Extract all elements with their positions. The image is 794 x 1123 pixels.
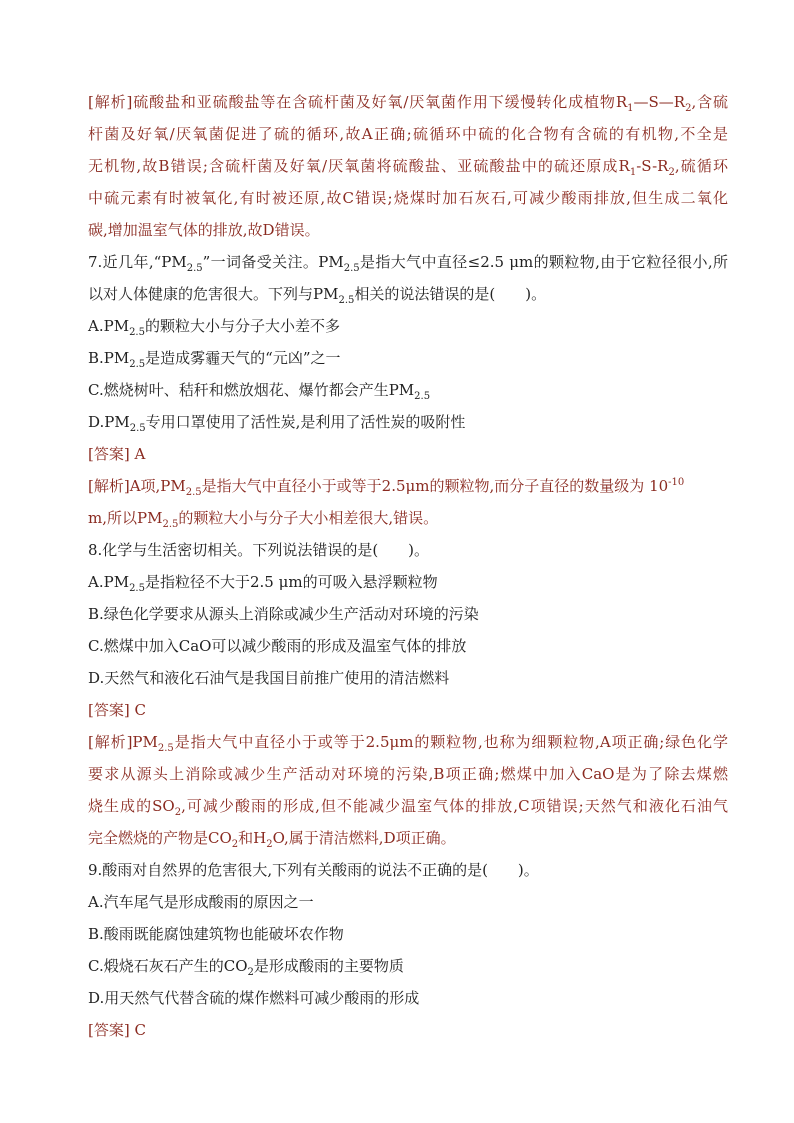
question-7-option-b: $B.PM_{2.5}$是造成雾霾天气的“元凶”之一 [88, 349, 341, 370]
question-8-analysis-line-3: 烧生成的$SO_2$,可减少酸雨的形成,但不能减少温室气体的排放,C项错误;天然气和液化石油气 [88, 797, 728, 818]
question-8-option-c: C.燃煤中加入CaO可以减少酸雨的形成及温室气体的排放 [88, 637, 467, 655]
question-8-analysis-line-1: [解析]$PM_{2.5}$是指大气中直径小于或等于2.5μm的颗粒物,也称为细颗粒物,A项正确;绿色化学 [88, 733, 728, 754]
question-7-analysis-line-1: [解析]A项$,PM_{2.5}$是指大气中直径小于或等于2.5μm的颗粒物,而分子直径的数量级为 $10^{-10}$ [88, 477, 685, 498]
question-8-option-b: B.绿色化学要求从源头上消除或减少生产活动对环境的污染 [88, 605, 479, 623]
question-8-analysis-line-4: 完全燃烧的产物是$CO_2$和$H_2O$,属于清洁燃料,D项正确。 [88, 829, 456, 850]
question-7-option-c: C.燃烧树叶、秸秆和燃放烟花、爆竹都会产生$PM_{2.5}$ [88, 381, 431, 402]
question-8-stem: 8.化学与生活密切相关。下列说法错误的是( )。 [88, 541, 430, 559]
question-7-stem-line-1: 7.近几年$,“PM_{2.5}$”一词备受关注。$PM_{2.5}$是指大气中直径≤2.5 μm的颗粒物,由于它粒径很小,所 [88, 253, 729, 274]
question-9-option-a: A.汽车尾气是形成酸雨的原因之一 [88, 893, 314, 911]
question-9-option-c: C.煅烧石灰石产生的$CO_2$是形成酸雨的主要物质 [88, 957, 404, 978]
question-7-option-d: $D.PM_{2.5}$专用口罩使用了活性炭,是利用了活性炭的吸附性 [88, 413, 466, 434]
question-7-option-a: $A.PM_{2.5}$的颗粒大小与分子大小差不多 [88, 317, 340, 338]
analysis-6-line-4: 中硫元素有时被氧化,有时被还原,故C错误;烧煤时加石灰石,可减少酸雨排放,但生成二氧化 [88, 189, 728, 207]
question-8-answer: [答案] C [88, 701, 146, 719]
question-7-answer: [答案] A [88, 445, 146, 463]
question-8-analysis-line-2: 要求从源头上消除或减少生产活动对环境的污染,B项正确;燃煤中加入CaO是为了除去煤燃 [88, 765, 728, 783]
question-9-option-b: B.酸雨既能腐蚀建筑物也能破坏农作物 [88, 925, 344, 943]
analysis-6-line-1: [解析]硫酸盐和亚硫酸盐等在含硫杆菌及好氧/厌氧菌作用下缓慢转化成植物$R_1—S—R_2$,含硫 [88, 93, 728, 114]
analysis-6-line-5: 碳,增加温室气体的排放,故D错误。 [88, 221, 320, 239]
question-8-option-a: $A.PM_{2.5}$是指粒径不大于2.5 μm的可吸入悬浮颗粒物 [88, 573, 438, 594]
analysis-6-line-3: 无机物,故B错误;含硫杆菌及好氧/厌氧菌将硫酸盐、亚硫酸盐中的硫还原成$R_1-S-R_2$,硫循环 [88, 157, 728, 178]
question-7-stem-line-2: 以对人体健康的危害很大。下列与$PM_{2.5}$相关的说法错误的是( )。 [88, 285, 547, 306]
question-9-answer: [答案] C [88, 1021, 146, 1039]
analysis-6-line-2: 杆菌及好氧/厌氧菌促进了硫的循环,故A正确;硫循环中硫的化合物有含硫的有机物,不全是 [88, 125, 728, 143]
question-9-option-d: D.用天然气代替含硫的煤作燃料可减少酸雨的形成 [88, 989, 420, 1007]
question-8-option-d: D.天然气和液化石油气是我国目前推广使用的清洁燃料 [88, 669, 450, 687]
question-9-stem: 9.酸雨对自然界的危害很大,下列有关酸雨的说法不正确的是( )。 [88, 861, 539, 879]
question-7-analysis-line-2: m,所以$PM_{2.5}$的颗粒大小与分子大小相差很大,错误。 [88, 509, 439, 530]
